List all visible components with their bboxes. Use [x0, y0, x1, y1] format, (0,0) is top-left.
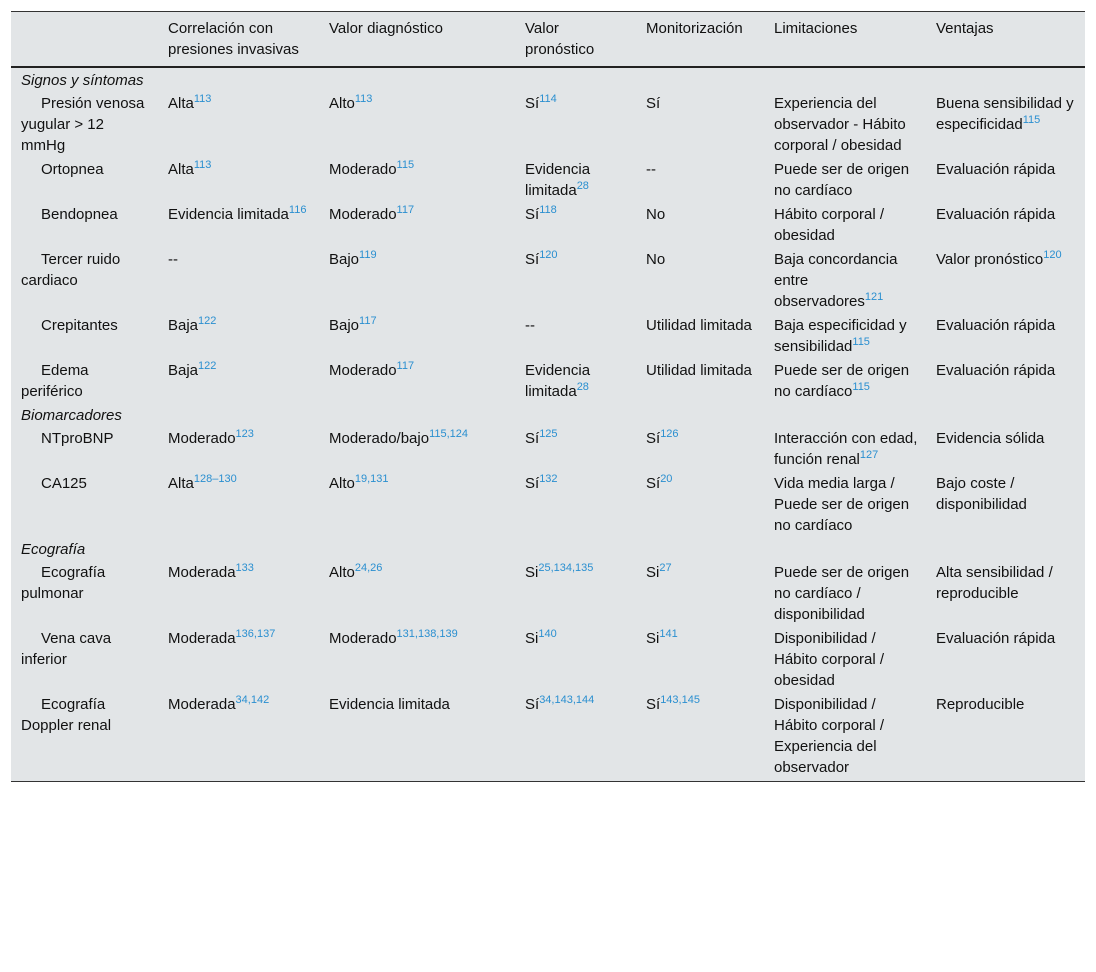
table-row — [11, 91, 1085, 157]
reference-link[interactable]: 118 — [539, 204, 557, 216]
cell-text: Alta sensibilidad / reproducible — [936, 564, 1053, 602]
cell-text: No — [646, 206, 666, 223]
table-cell — [158, 247, 319, 313]
section-row — [11, 403, 1085, 426]
table-cell — [515, 692, 636, 782]
row-label — [11, 692, 158, 782]
table-cell — [319, 626, 515, 692]
table-cell — [515, 202, 636, 247]
row-label — [11, 560, 158, 626]
table-cell — [319, 313, 515, 358]
reference-link[interactable]: 27 — [659, 562, 672, 574]
cell-text: Puede ser de origen no cardíaco — [774, 362, 910, 400]
reference-link[interactable]: 28 — [576, 180, 589, 192]
cell-text: -- — [168, 251, 178, 268]
cell-text: Evidencia limitada — [329, 696, 450, 713]
table-cell — [158, 560, 319, 626]
reference-link[interactable]: 128–130 — [193, 473, 237, 485]
cell-text: Moderada — [168, 630, 236, 647]
cell-text: Moderado — [329, 206, 397, 223]
section-title: Signos y síntomas — [21, 72, 144, 89]
reference-link[interactable]: 126 — [660, 428, 679, 440]
cell-text: Puede ser de origen no cardíaco — [774, 161, 910, 199]
cell-text: Sí — [646, 696, 661, 713]
cell-text: Bajo — [329, 317, 360, 334]
cell-text: -- — [525, 317, 535, 334]
table-cell — [636, 426, 764, 471]
congestion-evaluation-table — [11, 11, 1085, 782]
cell-text: Moderada — [168, 696, 236, 713]
reference-link[interactable]: 141 — [659, 628, 678, 640]
reference-link[interactable]: 117 — [359, 315, 377, 327]
table-cell — [319, 560, 515, 626]
row-label — [11, 313, 158, 358]
reference-link[interactable]: 114 — [539, 93, 557, 105]
table-row — [11, 471, 1085, 537]
reference-link[interactable]: 136,137 — [235, 628, 276, 640]
table-cell — [764, 560, 926, 626]
cell-text: Evidencia limitada — [525, 362, 591, 400]
reference-link[interactable]: 122 — [198, 360, 217, 372]
table-cell — [926, 91, 1085, 157]
reference-link[interactable]: 115 — [1022, 114, 1041, 126]
cell-text: Sí — [646, 95, 661, 112]
table-cell — [319, 471, 515, 537]
cell-text: Utilidad limitada — [646, 362, 752, 379]
table-cell — [926, 157, 1085, 202]
reference-link[interactable]: 119 — [359, 249, 377, 261]
cell-text: Sí — [646, 430, 661, 447]
row-label-text: Bendopnea — [41, 206, 118, 223]
cell-text: Evidencia sólida — [936, 430, 1045, 447]
table-cell — [158, 202, 319, 247]
cell-text: Baja concordancia entre observadores — [774, 251, 898, 310]
cell-text: Buena sensibilidad y especificidad — [936, 95, 1074, 133]
table-cell — [515, 157, 636, 202]
reference-link[interactable]: 28 — [576, 381, 589, 393]
evaluation-table-container — [11, 11, 1085, 782]
table-row — [11, 626, 1085, 692]
cell-text: Sí — [525, 206, 540, 223]
table-row — [11, 313, 1085, 358]
column-header: Valor diagnóstico — [319, 12, 515, 68]
table-cell — [319, 202, 515, 247]
section-row — [11, 537, 1085, 560]
row-label-text: CA125 — [41, 475, 87, 492]
row-label-text: Crepitantes — [41, 317, 118, 334]
table-cell — [515, 247, 636, 313]
table-cell — [764, 358, 926, 403]
table-cell — [158, 157, 319, 202]
reference-link[interactable]: 116 — [288, 204, 307, 216]
table-cell — [158, 313, 319, 358]
reference-link[interactable]: 120 — [1043, 249, 1062, 261]
row-label — [11, 202, 158, 247]
cell-text: No — [646, 251, 666, 268]
cell-text: Si — [646, 564, 660, 581]
table-cell — [636, 471, 764, 537]
table-cell — [515, 91, 636, 157]
row-label — [11, 471, 158, 537]
table-cell — [319, 426, 515, 471]
table-cell — [319, 157, 515, 202]
reference-link[interactable]: 113 — [193, 93, 212, 105]
reference-link[interactable]: 143,145 — [660, 694, 700, 706]
table-row — [11, 560, 1085, 626]
cell-text: Disponibilidad / Hábito corporal / obesidad — [774, 630, 885, 689]
cell-text: Moderado — [329, 630, 397, 647]
cell-text: Vida media larga / Puede ser de origen no cardíaco — [774, 475, 910, 534]
reference-link[interactable]: 115 — [852, 381, 870, 393]
row-label-text: Edema periférico — [21, 362, 89, 400]
cell-text: Utilidad limitada — [646, 317, 752, 334]
section-row — [11, 67, 1085, 91]
reference-link[interactable]: 20 — [660, 473, 673, 485]
reference-link[interactable]: 121 — [864, 291, 884, 303]
cell-text: Evaluación rápida — [936, 630, 1056, 647]
header-row — [11, 12, 1085, 68]
table-cell — [764, 471, 926, 537]
cell-text: Si — [525, 630, 539, 647]
column-header — [11, 12, 158, 68]
column-header: Monitorización — [636, 12, 764, 68]
reference-link[interactable]: 125 — [539, 428, 558, 440]
cell-text: Moderado — [168, 430, 236, 447]
cell-text: Evidencia limitada — [168, 206, 289, 223]
row-label-text: Vena cava inferior — [21, 630, 112, 668]
row-label-text: Ecografía Doppler renal — [21, 696, 112, 734]
table-cell — [158, 692, 319, 782]
table-cell — [319, 91, 515, 157]
cell-text: Baja especificidad y sensibilidad — [774, 317, 907, 355]
table-cell — [764, 692, 926, 782]
cell-text: -- — [646, 161, 656, 178]
reference-link[interactable]: 117 — [396, 360, 415, 372]
reference-link[interactable]: 127 — [859, 449, 879, 461]
table-header — [11, 12, 1085, 68]
reference-link[interactable]: 115 — [396, 159, 415, 171]
reference-link[interactable]: 115,124 — [429, 428, 469, 440]
reference-link[interactable]: 115 — [852, 336, 870, 348]
table-cell — [158, 626, 319, 692]
table-cell — [764, 313, 926, 358]
cell-text: Alta — [168, 161, 194, 178]
section-title: Ecografía — [21, 541, 86, 558]
table-cell — [636, 202, 764, 247]
cell-text: Puede ser de origen no cardíaco / disponibilidad — [774, 564, 910, 623]
cell-text: Si — [646, 630, 660, 647]
cell-text: Evaluación rápida — [936, 362, 1056, 379]
table-cell — [515, 626, 636, 692]
row-label-text: Ecografía pulmonar — [21, 564, 106, 602]
cell-text: Alta — [168, 95, 194, 112]
table-cell — [764, 91, 926, 157]
row-label — [11, 426, 158, 471]
cell-text: Evaluación rápida — [936, 161, 1056, 178]
table-cell — [319, 358, 515, 403]
table-cell — [764, 202, 926, 247]
table-row — [11, 247, 1085, 313]
cell-text: Experiencia del observador - Hábito corporal / obesidad — [774, 95, 906, 154]
cell-text: Bajo — [329, 251, 360, 268]
table-cell — [926, 560, 1085, 626]
cell-text: Sí — [525, 251, 540, 268]
reference-link[interactable]: 24,26 — [354, 562, 383, 574]
table-cell — [926, 247, 1085, 313]
row-label-text: Presión venosa yugular > 12 mmHg — [21, 95, 145, 154]
row-label — [11, 247, 158, 313]
cell-text: Reproducible — [936, 696, 1025, 713]
table-cell — [158, 471, 319, 537]
column-header: Limitaciones — [764, 12, 926, 68]
reference-link[interactable]: 34,143,144 — [539, 694, 595, 706]
cell-text: Valor pronóstico — [936, 251, 1044, 268]
table-body — [11, 67, 1085, 782]
cell-text: Evidencia limitada — [525, 161, 591, 199]
cell-text: Moderado — [329, 161, 397, 178]
row-label-text: Tercer ruido cardiaco — [21, 251, 121, 289]
cell-text: Evaluación rápida — [936, 206, 1056, 223]
table-cell — [636, 91, 764, 157]
reference-link[interactable]: 122 — [198, 315, 217, 327]
table-row — [11, 692, 1085, 782]
reference-link[interactable]: 123 — [235, 428, 254, 440]
cell-text: Sí — [525, 95, 540, 112]
cell-text: Alto — [329, 475, 355, 492]
reference-link[interactable]: 113 — [354, 93, 373, 105]
table-cell — [926, 626, 1085, 692]
row-label — [11, 626, 158, 692]
cell-text: Sí — [525, 475, 540, 492]
cell-text: Sí — [525, 696, 540, 713]
table-cell — [636, 157, 764, 202]
table-cell — [636, 358, 764, 403]
table-cell — [636, 560, 764, 626]
table-cell — [764, 426, 926, 471]
table-cell — [515, 560, 636, 626]
cell-text: Baja — [168, 317, 199, 334]
section-title: Biomarcadores — [21, 407, 122, 424]
table-cell — [515, 471, 636, 537]
cell-text: Evaluación rápida — [936, 317, 1056, 334]
column-header: Correlación con presiones invasivas — [158, 12, 319, 68]
cell-text: Alto — [329, 95, 355, 112]
cell-text: Alto — [329, 564, 355, 581]
table-cell — [636, 247, 764, 313]
cell-text: Moderada — [168, 564, 236, 581]
cell-text: Sí — [525, 430, 540, 447]
cell-text: Interacción con edad, función renal — [774, 430, 918, 468]
cell-text: Alta — [168, 475, 194, 492]
row-label-text: NTproBNP — [41, 430, 114, 447]
table-cell — [319, 247, 515, 313]
table-row — [11, 426, 1085, 471]
table-cell — [636, 692, 764, 782]
reference-link[interactable]: 34,142 — [235, 694, 270, 706]
cell-text: Bajo coste / disponibilidad — [936, 475, 1027, 513]
reference-link[interactable]: 113 — [193, 159, 212, 171]
column-header: Valor pronóstico — [515, 12, 636, 68]
table-row — [11, 202, 1085, 247]
reference-link[interactable]: 131,138,139 — [396, 628, 458, 640]
table-cell — [926, 313, 1085, 358]
reference-link[interactable]: 133 — [235, 562, 254, 574]
column-header: Ventajas — [926, 12, 1085, 68]
table-cell — [158, 358, 319, 403]
cell-text: Baja — [168, 362, 199, 379]
row-label — [11, 91, 158, 157]
table-row — [11, 358, 1085, 403]
table-cell — [926, 692, 1085, 782]
table-cell — [515, 426, 636, 471]
table-cell — [515, 313, 636, 358]
reference-link[interactable]: 140 — [538, 628, 557, 640]
reference-link[interactable]: 19,131 — [354, 473, 389, 485]
table-cell — [926, 471, 1085, 537]
table-cell — [926, 426, 1085, 471]
table-cell — [158, 426, 319, 471]
cell-text: Moderado/bajo — [329, 430, 430, 447]
table-cell — [764, 157, 926, 202]
reference-link[interactable]: 120 — [539, 249, 558, 261]
cell-text: Hábito corporal / obesidad — [774, 206, 885, 244]
table-cell — [764, 247, 926, 313]
reference-link[interactable]: 25,134,135 — [538, 562, 594, 574]
cell-text: Disponibilidad / Hábito corporal / Experiencia del observador — [774, 696, 885, 776]
row-label — [11, 157, 158, 202]
table-cell — [319, 692, 515, 782]
row-label-text: Ortopnea — [41, 161, 104, 178]
reference-link[interactable]: 132 — [539, 473, 558, 485]
table-cell — [158, 91, 319, 157]
reference-link[interactable]: 117 — [396, 204, 415, 216]
table-row — [11, 157, 1085, 202]
cell-text: Moderado — [329, 362, 397, 379]
cell-text: Sí — [646, 475, 661, 492]
table-cell — [764, 626, 926, 692]
cell-text: Si — [525, 564, 539, 581]
table-cell — [926, 358, 1085, 403]
table-cell — [515, 358, 636, 403]
table-cell — [926, 202, 1085, 247]
row-label — [11, 358, 158, 403]
table-cell — [636, 626, 764, 692]
table-cell — [636, 313, 764, 358]
